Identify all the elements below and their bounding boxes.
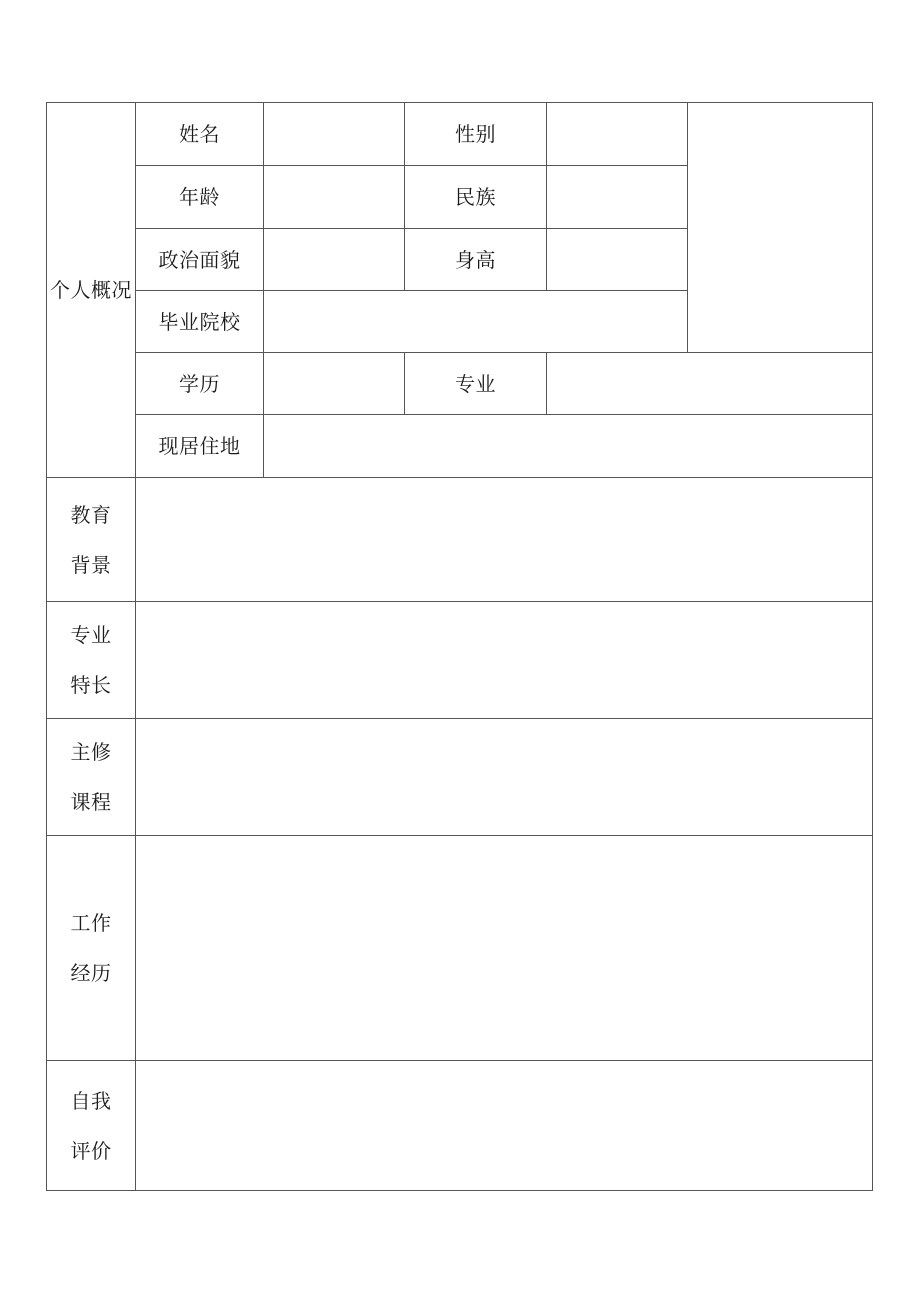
gender-label: 性别: [455, 122, 496, 146]
label-line: 工作: [70, 911, 112, 935]
grid-line: [872, 102, 873, 1191]
self-evaluation-field[interactable]: [136, 1061, 872, 1190]
grid-line: [46, 1190, 873, 1191]
work-experience-label: [47, 836, 135, 1060]
label-line: 背景: [70, 552, 112, 577]
gender-field[interactable]: [547, 103, 687, 165]
personal-section-label: 个人概况: [50, 278, 132, 302]
ethnicity-label: 民族: [455, 185, 496, 209]
main-courses-field[interactable]: [136, 719, 872, 835]
political-status-label: 政治面貌: [158, 247, 241, 272]
label-line: 评价: [70, 1138, 112, 1163]
label-line: 自我: [70, 1088, 112, 1113]
education-background-label: [47, 478, 135, 601]
major-label: 专业: [455, 371, 496, 396]
ethnicity-field[interactable]: [547, 166, 687, 228]
major-field[interactable]: [547, 353, 872, 414]
education-label: 学历: [179, 371, 220, 396]
label-line: 专业: [70, 623, 112, 647]
residence-label: 现居住地: [158, 434, 241, 458]
school-label: 毕业院校: [158, 309, 241, 334]
label-line: 经历: [70, 961, 112, 985]
label-line: 课程: [70, 790, 112, 814]
main-courses-label: [47, 719, 135, 835]
photo-box[interactable]: [688, 103, 872, 352]
specialty-label: [47, 602, 135, 718]
work-experience-field[interactable]: [136, 836, 872, 1060]
education-background-field[interactable]: [136, 478, 872, 601]
residence-field[interactable]: [264, 415, 872, 477]
specialty-field[interactable]: [136, 602, 872, 718]
label-line: 主修: [70, 740, 112, 764]
label-line: 特长: [70, 673, 112, 697]
school-field[interactable]: [264, 291, 687, 352]
political-status-field[interactable]: [264, 229, 404, 290]
height-label: 身高: [455, 247, 496, 272]
name-label: 姓名: [179, 122, 220, 146]
height-field[interactable]: [547, 229, 687, 290]
age-field[interactable]: [264, 166, 404, 228]
name-field[interactable]: [264, 103, 404, 165]
label-line: 教育: [70, 502, 112, 527]
education-field[interactable]: [264, 353, 404, 414]
age-label: 年龄: [179, 185, 220, 209]
self-evaluation-label: [47, 1061, 135, 1190]
